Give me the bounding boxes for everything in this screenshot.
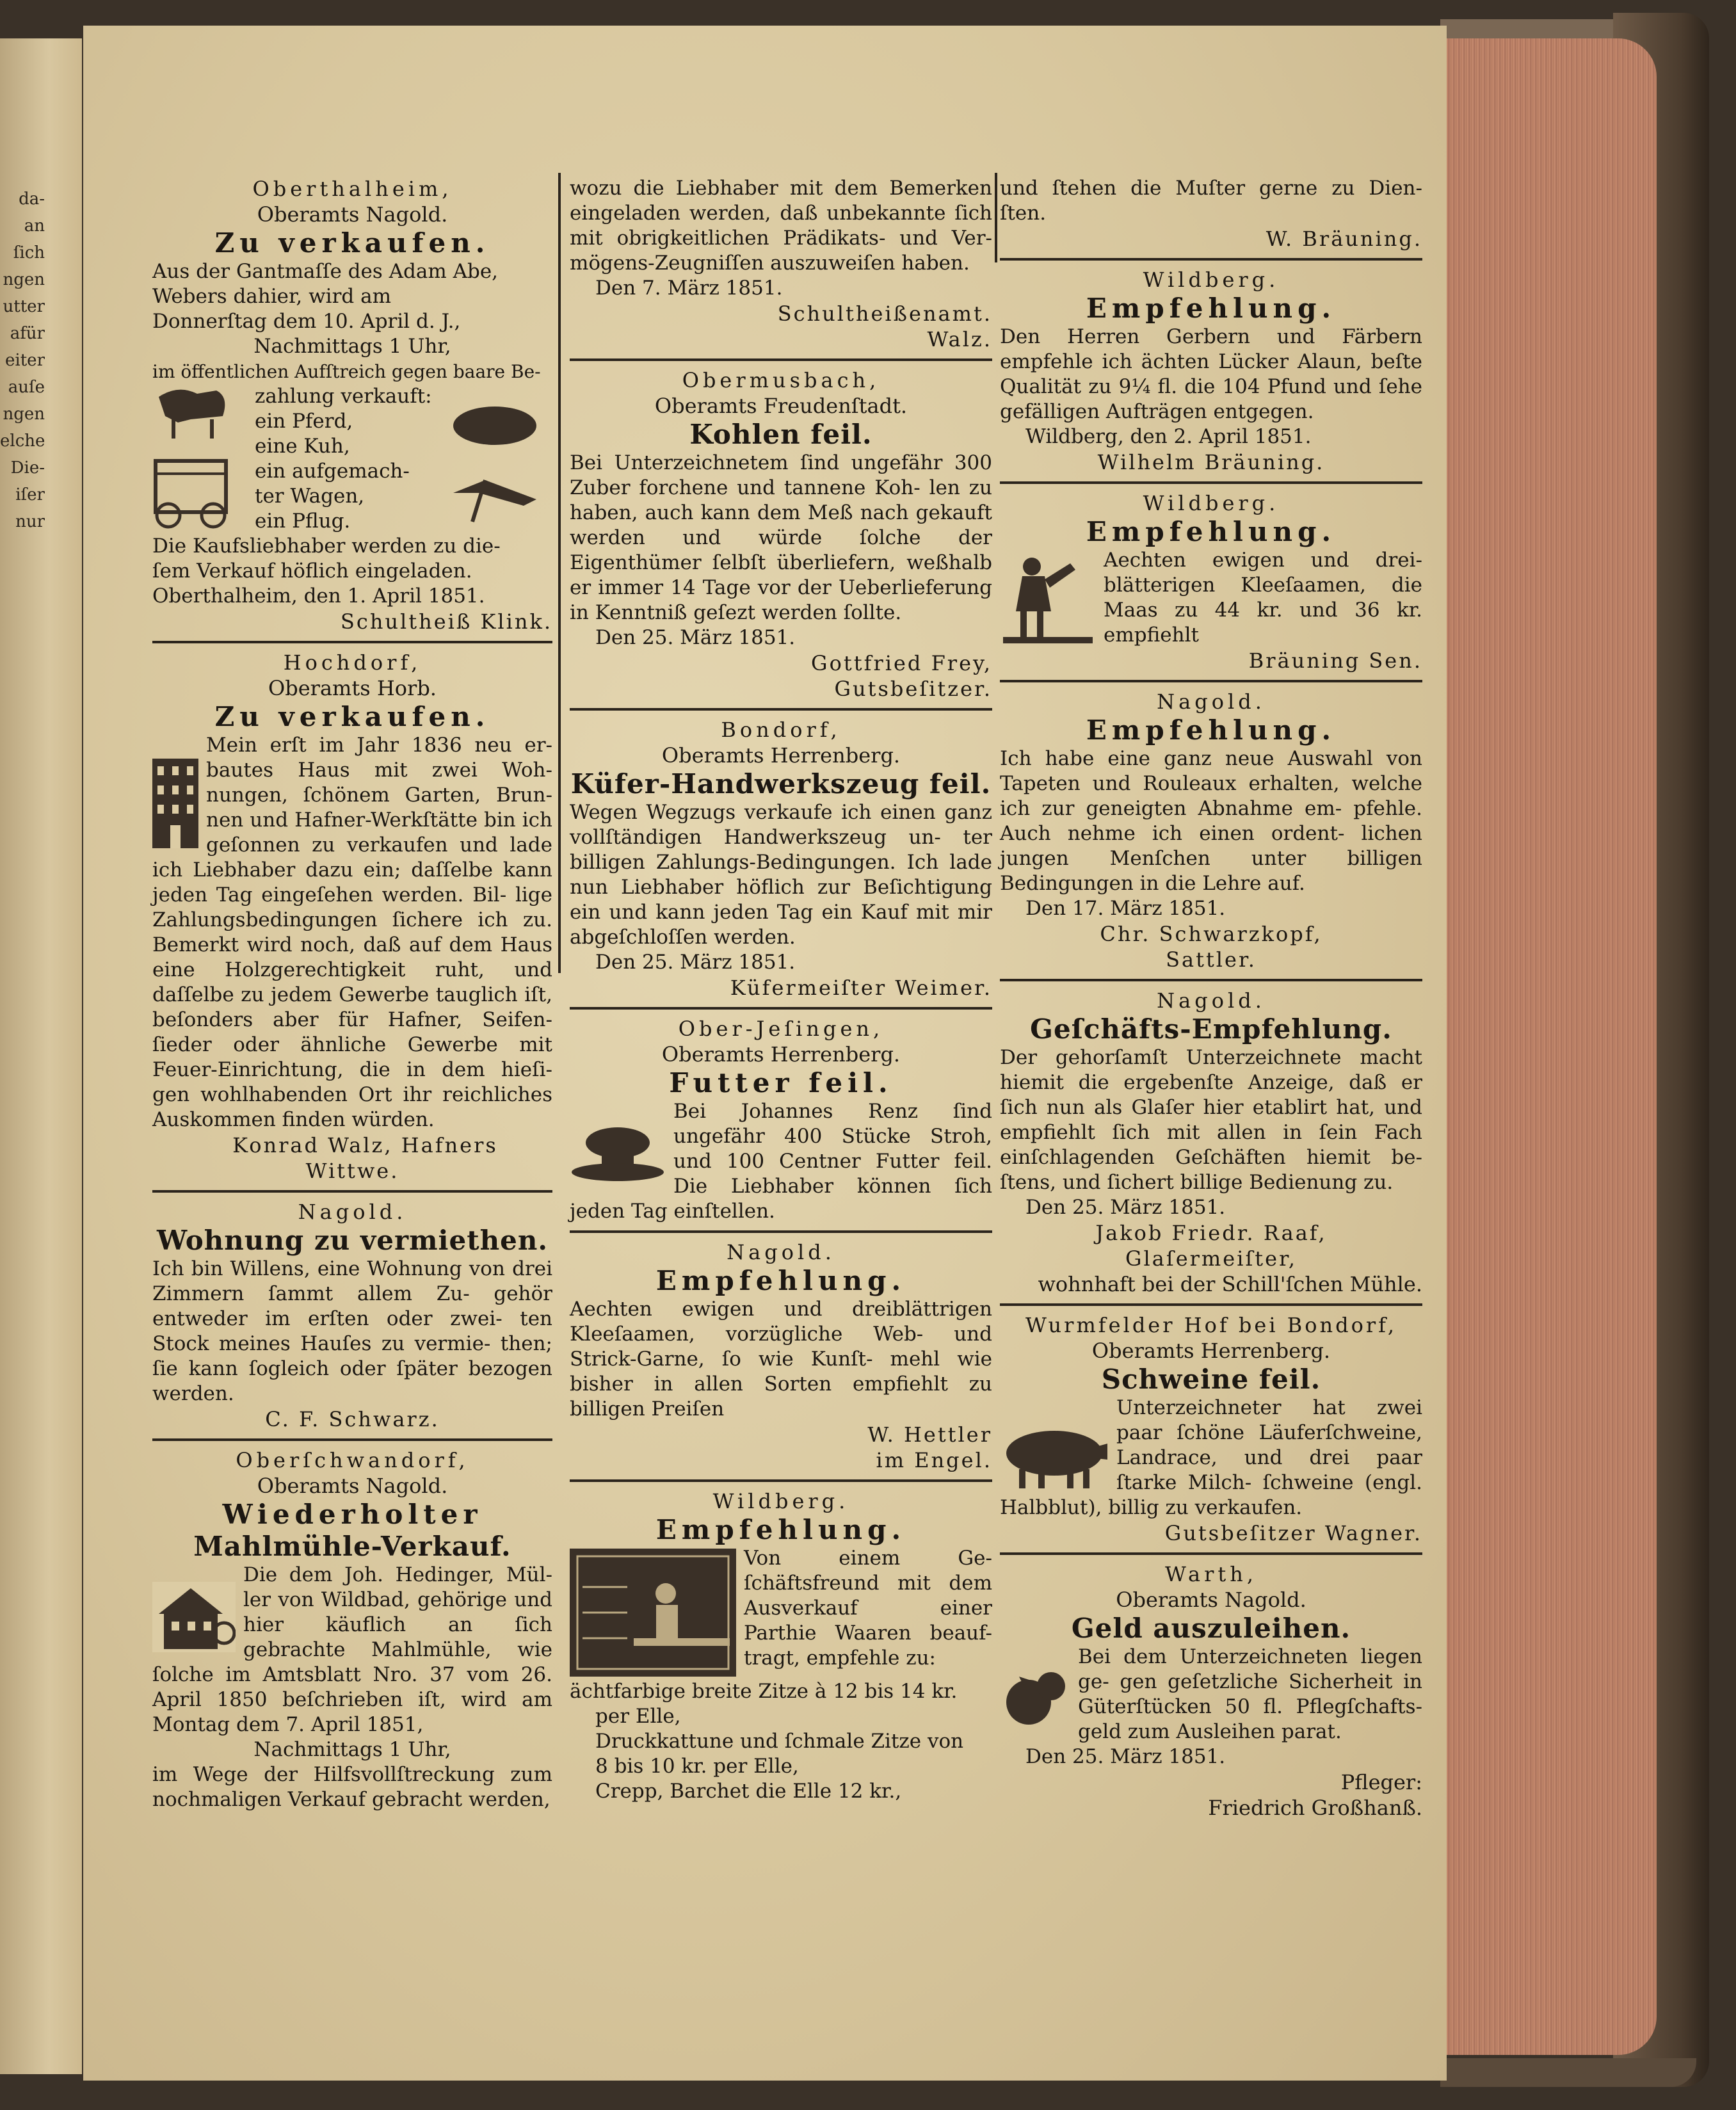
- ad-date: Wildberg, den 2. April 1851.: [1025, 425, 1312, 448]
- ad-divider: [570, 1230, 992, 1233]
- ad-headline: Futter feil.: [669, 1067, 893, 1099]
- ad-place: Wildberg.: [712, 1489, 849, 1513]
- ad-date: Den 7. März 1851.: [595, 277, 783, 300]
- item-wagon: ter Wagen,: [255, 485, 365, 508]
- ad-body: Bei dem Unterzeichneten liegen ge- gen geſetzliche Sicherheit in Güterſtücken 50 fl. Pflegſchafts- geld zum Ausleihen parat.: [1078, 1645, 1422, 1743]
- text-line: Webers dahier, wird am: [152, 285, 391, 308]
- ad-signature: W. Hettler: [867, 1422, 992, 1447]
- ad-place: Wildberg.: [1143, 268, 1280, 292]
- ad-body: wozu die Liebhaber mit dem Bemerken eingeladen werden, daß unbekannte ſich mit obrigkeitlichen Prädikats- und Ver- mögens-Zeugniſſen auszuweiſen haben.: [570, 177, 992, 275]
- ad-divider: [1000, 680, 1422, 682]
- ad-body: Aechten ewigen und drei- blätterigen Kleeſaamen, die Maas zu 44 kr. und 36 kr. empfiehlt: [1104, 549, 1422, 647]
- column-3: [1000, 176, 1422, 1821]
- ad-signature: W. Bräuning.: [1266, 227, 1422, 251]
- ad-time: Nachmittags 1 Uhr,: [253, 1738, 451, 1761]
- ad-subtitle: Oberamts Freudenſtadt.: [654, 394, 908, 418]
- ad-place: Nagold.: [1157, 988, 1266, 1013]
- text-line: Oberthalheim, den 1. April 1851.: [152, 584, 485, 608]
- ad-headline: Mahlmühle-Verkauf.: [193, 1531, 511, 1562]
- item-plough: ein Pflug.: [255, 510, 351, 533]
- fragment: elche: [0, 431, 45, 451]
- page-edges: [1445, 38, 1657, 2055]
- column-rule: [995, 173, 997, 262]
- ad-walz-continued: [570, 176, 992, 352]
- ad-headline: Zu verkaufen.: [214, 227, 490, 259]
- ad-date: Den 25. März 1851.: [595, 951, 796, 974]
- ad-divider: [1000, 1552, 1422, 1555]
- ad-divider: [570, 708, 992, 711]
- text-line: im öffentlichen Aufſtreich gegen baare Be-: [152, 361, 541, 382]
- ad-subtitle: Oberamts Nagold.: [257, 202, 448, 227]
- fragment: ngen: [3, 270, 45, 289]
- ad-body: im Wege der Hilfsvollſtreckung zum nochmaligen Verkauf gebracht werden,: [152, 1763, 552, 1811]
- item-horse: ein Pferd,: [255, 410, 353, 433]
- ad-headline: Empfehlung.: [655, 1265, 906, 1296]
- ad-divider: [570, 1007, 992, 1010]
- ad-body: Aechten ewigen und dreiblättrigen Kleeſaamen, vorzügliche Web- und Strick-Garne, ſo wie Kunſt- mehl wie bisher in allen Sorten empfiehlt zu billigen Preiſen: [570, 1298, 992, 1421]
- ad-headline: Empfehlung.: [1086, 293, 1337, 324]
- ad-headline: Geſchäfts-Empfehlung.: [1030, 1013, 1392, 1045]
- column-2: [570, 176, 992, 1804]
- ad-signature: wohnhaft bei der Schill'ſchen Mühle.: [1038, 1272, 1422, 1296]
- fragment: utter: [3, 297, 45, 316]
- ad-subtitle: Oberamts Herrenberg.: [661, 743, 901, 768]
- shop-scene-illustration: [570, 1549, 736, 1677]
- hay-bale-illustration: [570, 1125, 666, 1182]
- ad-place: Ober-Jeſingen,: [678, 1017, 884, 1041]
- ad-divider: [570, 358, 992, 361]
- ad-headline: Zu verkaufen.: [214, 701, 490, 732]
- ad-divider: [152, 1438, 552, 1441]
- ad-signature: Wittwe.: [305, 1159, 399, 1183]
- ad-obermusbach: [570, 367, 992, 702]
- ad-signature: Sattler.: [1166, 947, 1257, 972]
- ad-place: Nagold.: [727, 1240, 835, 1264]
- ad-body: Ich bin Willens, eine Wohnung von drei Zimmern ſammt allem Zu- gehör entweder im erſten oder zwei- ten Stock meines Hauſes zu vermie- then; ſie kann ſogleich oder ſpäter bezogen werden.: [152, 1257, 552, 1405]
- ad-ober-jesingen: [570, 1016, 992, 1224]
- column-1: [152, 176, 552, 1812]
- ad-divider: [1000, 979, 1422, 981]
- ad-signature: Gottfried Frey,: [811, 651, 992, 675]
- ad-signature: Schultheiß Klink.: [340, 609, 552, 634]
- ad-headline: Wohnung zu vermiethen.: [156, 1225, 549, 1256]
- ad-body: und ſtehen die Muſter gerne zu Dien- ſten.: [1000, 177, 1422, 225]
- ad-subtitle: Oberamts Herrenberg.: [661, 1042, 901, 1067]
- fragment: iſer: [15, 485, 45, 504]
- ad-date: Den 17. März 1851.: [1025, 897, 1226, 920]
- ad-nagold-tapeten: [1000, 689, 1422, 972]
- fragment: eiter: [5, 351, 45, 370]
- ad-signature: Jakob Friedr. Raaf,: [1095, 1221, 1327, 1245]
- ad-headline: Empfehlung.: [1086, 516, 1337, 547]
- ad-signature: im Engel.: [876, 1448, 992, 1472]
- fragment: auſe: [8, 378, 45, 397]
- ad-signature: Friedrich Großhanß.: [1208, 1796, 1422, 1820]
- ad-signature: Glaſermeiſter,: [1125, 1246, 1298, 1271]
- column-rule: [558, 173, 561, 973]
- ad-divider: [152, 1190, 552, 1193]
- ad-place: Bondorf,: [721, 718, 841, 742]
- ad-subtitle: Oberamts Nagold.: [1116, 1588, 1306, 1612]
- item-line: 8 bis 10 kr. per Elle,: [595, 1755, 799, 1778]
- ad-wildberg-ausverkauf: [570, 1488, 992, 1804]
- ad-place: Oberthalheim,: [252, 177, 453, 201]
- fragment: Die-: [10, 458, 45, 478]
- ad-body: Ich habe eine ganz neue Auswahl von Tapeten und Rouleaux erhalten, welche ich zur geneigten Abnahme em- pfehle. Auch nehme ich einen ordent- lichen jungen Menſchen unter billigen Bedingungen in die Lehre auf.: [1000, 747, 1422, 895]
- ad-place: Obermusbach,: [682, 368, 880, 392]
- ad-body: Mein erſt im Jahr 1836 neu er- bautes Haus mit zwei Woh- nungen, ſchönem Garten, Brun- nen und Hafner-Werkſtätte bin ich geſonnen zu verkaufen und lade ich Liebhaber dazu ein; daſſelbe kann jeden Tag eingeſehen werden. Bil- lige Zahlungsbedingungen ſichere ich zu. Bemerkt wird noch, daß auf dem Haus eine Holzgerechtigkeit ruht, und daſſelbe zu jedem Gewerbe tauglich iſt, beſonders aber für Hafner, Seifen- ſieder oder ähnliche Gewerbe mit Feuer-Einrichtung, die in dem hieſi- gen wohlhabenden Ort ihr reichliches Auskommen finden würden.: [152, 734, 552, 1131]
- mill-illustration: [152, 1582, 236, 1652]
- text-line: ſem Verkauf höflich eingeladen.: [152, 560, 472, 583]
- ad-wurmfelder-hof: [1000, 1312, 1422, 1546]
- ad-subtitle: Oberamts Horb.: [268, 676, 437, 700]
- ad-place: Hochdorf,: [283, 650, 422, 675]
- ad-nagold-glaser: [1000, 988, 1422, 1297]
- pig-illustration: [1000, 1421, 1109, 1492]
- ad-signature: Gutsbeſitzer.: [834, 677, 992, 701]
- ad-subtitle: Oberamts Nagold.: [257, 1474, 448, 1498]
- ad-hochdorf: [152, 650, 552, 1184]
- ad-signature: Pfleger:: [1340, 1770, 1422, 1794]
- newspaper-page: [83, 26, 1447, 2081]
- fragment: ngen: [3, 405, 45, 424]
- item-line: ächtfarbige breite Zitze à 12 bis 14 kr.: [570, 1680, 958, 1703]
- ad-place: Oberſchwandorf,: [236, 1448, 469, 1472]
- book-cover-bottom: [1440, 2058, 1696, 2087]
- ad-bondorf: [570, 717, 992, 1001]
- ad-place: Wurmfelder Hof bei Bondorf,: [1025, 1313, 1397, 1337]
- text-line: Donnerſtag dem 10. April d. J.,: [152, 310, 461, 333]
- ad-signature: C. F. Schwarz.: [265, 1407, 440, 1431]
- ad-body: Von einem Ge- ſchäftsfreund mit dem Ausverkauf einer Parthie Waaren beauf- tragt, empfehle zu:: [744, 1547, 992, 1670]
- item-line: Crepp, Barchet die Elle 12 kr.,: [595, 1780, 902, 1803]
- ad-headline: Schweine feil.: [1101, 1364, 1321, 1395]
- ad-headline: Empfehlung.: [1086, 714, 1337, 746]
- item-wagon: ein aufgemach-: [255, 460, 410, 483]
- ad-headline: Küfer-Handwerkszeug feil.: [570, 768, 992, 800]
- house-illustration: [152, 759, 198, 848]
- ad-headline: Geld auszuleihen.: [1071, 1613, 1351, 1644]
- ad-signature: Walz.: [927, 327, 992, 351]
- ad-place: Warth,: [1164, 1562, 1258, 1586]
- ad-nagold-wohnung: [152, 1199, 552, 1432]
- ad-braeuning-continued: [1000, 176, 1422, 252]
- ad-signature: Bräuning Sen.: [1248, 648, 1422, 673]
- ad-divider: [152, 641, 552, 643]
- ad-signature: Konrad Walz, Hafners: [232, 1133, 498, 1157]
- ad-headline: Empfehlung.: [655, 1514, 906, 1545]
- ad-headline: Wiederholter: [222, 1499, 483, 1530]
- ad-signature: Küfermeiſter Weimer.: [730, 976, 992, 1000]
- ad-place: Nagold.: [298, 1200, 407, 1224]
- fragment: ſich: [13, 243, 45, 262]
- left-page-text-fragments: [0, 186, 45, 535]
- ad-signature: Chr. Schwarzkopf,: [1100, 922, 1322, 946]
- ad-signature: Schultheißenamt.: [777, 302, 992, 326]
- text-line: Die Kaufsliebhaber werden zu die-: [152, 535, 501, 558]
- ad-body: Den Herren Gerbern und Färbern empfehle ich ächten Lücker Alaun, beſte Qualität zu 9¼ fl. die 104 Pfund und ſehe gefälligen Aufträgen entgegen.: [1000, 325, 1422, 423]
- ad-headline: Kohlen feil.: [689, 419, 872, 450]
- ad-divider: [1000, 481, 1422, 484]
- text-line: Aus der Gantmaſſe des Adam Abe,: [152, 260, 499, 283]
- fragment: an: [24, 216, 45, 236]
- ad-subtitle: Oberamts Herrenberg.: [1091, 1339, 1331, 1363]
- ad-nagold-hettler: [570, 1239, 992, 1473]
- horse-cart-illustration: [152, 384, 248, 531]
- ad-date: Den 25. März 1851.: [1025, 1196, 1226, 1219]
- ad-body: Bei Johannes Renz ſind ungefähr 400 Stücke Stroh, und 100 Centner Futter feil. Die Liebhaber können ſich jeden Tag einſtellen.: [570, 1100, 992, 1223]
- fragment: nur: [15, 512, 45, 531]
- ad-divider: [1000, 258, 1422, 261]
- ad-body: Der gehorſamſt Unterzeichnete macht hiemit die ergebenſte Anzeige, daß er ſich nun als Glaſer hier etablirt hat, und empfiehlt ſich mit allen in ſein Fach einſchlagenden Geſchäften hiemit be- ſtens, und ſichert billige Bedienung zu.: [1000, 1046, 1422, 1194]
- ad-place: Wildberg.: [1143, 491, 1280, 515]
- ad-body: Unterzeichneter hat zwei paar ſchöne Läuferſchweine, Landrace, und drei paar ſtarke Milch- ſchweine (engl. Halbblut), billig zu verkaufen.: [1000, 1396, 1422, 1519]
- ad-place: Nagold.: [1157, 689, 1266, 714]
- ad-date: Den 25. März 1851.: [595, 626, 796, 649]
- ad-divider: [570, 1479, 992, 1482]
- ad-wildberg-alaun: [1000, 267, 1422, 475]
- ad-oberthalheim: [152, 176, 552, 634]
- ad-body: Die dem Joh. Hedinger, Mül- ler von Wildbad, gehörige und hier käuflich an ſich gebrachte Mahlmühle, wie ſolche im Amtsblatt Nro. 37 vom 26. April 1850 beſchrieben iſt, wird am Montag dem 7. April 1851,: [152, 1563, 552, 1736]
- ad-body: Wegen Wegzugs verkaufe ich einen ganz vollſtändigen Handwerkszeug un- ter billigen Zahlungs-Bedingungen. Ich lade nun Liebhaber höflich zur Beſichtigung ein und kann jeden Tag ein Kauf mit mir abgeſchloſſen werden.: [570, 801, 992, 949]
- item-line: per Elle,: [595, 1705, 681, 1728]
- text-line: Nachmittags 1 Uhr,: [253, 335, 451, 358]
- ad-divider: [1000, 1303, 1422, 1306]
- ad-date: Den 25. März 1851.: [1025, 1745, 1226, 1768]
- ad-body: Bei Unterzeichnetem ſind ungefähr 300 Zuber forchene und tannene Koh- len zu haben, auch kann dem Meß nach gekauft werden und würde ſolche der Eigenthümer ſelbſt überliefern, weßhalb er immer 14 Tage vor der Ueberlieferung in Kenntniß geſezt werden ſollte.: [570, 451, 992, 624]
- cow-plough-illustration: [447, 397, 543, 531]
- text-line: zahlung verkauft:: [255, 385, 432, 408]
- sower-illustration: [1000, 551, 1096, 647]
- ad-signature: Gutsbeſitzer Wagner.: [1164, 1521, 1422, 1545]
- ad-signature: Wilhelm Bräuning.: [1097, 450, 1325, 474]
- money-bag-illustration: [1000, 1664, 1070, 1734]
- left-facing-page: [0, 38, 82, 2074]
- fragment: afür: [10, 324, 45, 343]
- fragment: da-: [19, 189, 45, 209]
- ad-wildberg-kleesaamen: [1000, 490, 1422, 673]
- item-line: Druckkattune und ſchmale Zitze von: [595, 1730, 964, 1753]
- item-cow: eine Kuh,: [255, 435, 350, 458]
- ad-warth: [1000, 1561, 1422, 1821]
- ad-oberschwandorf: [152, 1447, 552, 1812]
